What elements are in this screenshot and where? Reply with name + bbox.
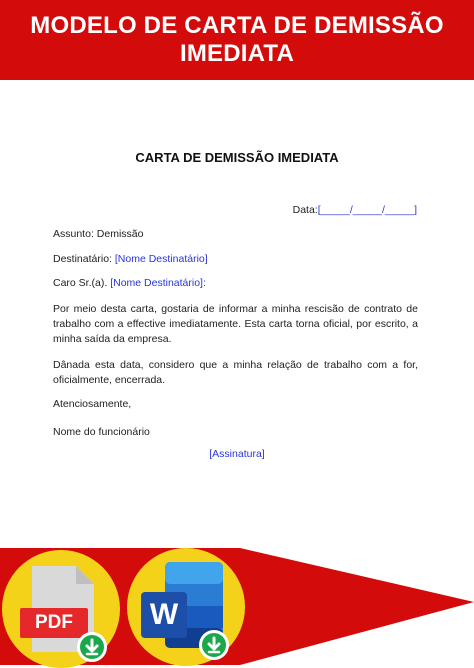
greeting-line — [53, 276, 418, 291]
banner-title-line-2: IMEDIATA — [179, 40, 295, 67]
date-line — [293, 204, 417, 216]
download-footer — [0, 540, 474, 665]
download-arrow-icon — [199, 630, 229, 660]
subject-line: Assunto: Demissão — [53, 228, 144, 240]
word-label: W — [141, 592, 187, 638]
paragraph-2: Dânada esta data, considero que a minha relação de trabalho com a for, oficialmente, encerrada. — [53, 359, 418, 386]
pdf-download-button[interactable] — [2, 550, 120, 668]
date-placeholder: [_____/_____/_____] — [317, 204, 417, 216]
employee-name: Nome do funcionário — [53, 426, 150, 438]
paragraph-1: Por meio desta carta, gostaria de informar a minha rescisão de contrato de trabalho com a effective imediatamente. Esta carta torna oficial, por escrito, a minha saída da empresa. — [53, 303, 418, 345]
date-label: Data: — [292, 204, 318, 216]
letter-document — [0, 80, 474, 540]
recipient-placeholder: [Nome Destinatário] — [114, 253, 208, 265]
page-banner — [0, 0, 474, 80]
signature-placeholder: [Assinatura] — [209, 448, 265, 460]
greeting-placeholder: [Nome Destinatário]: — [110, 277, 206, 289]
recipient-label: Destinatário: — [53, 253, 112, 265]
banner-title-line-1: MODELO DE CARTA DE DEMISSÃO — [30, 12, 444, 39]
letter-title: CARTA DE DEMISSÃO IMEDIATA — [135, 150, 339, 165]
download-arrow-icon — [77, 632, 107, 662]
pdf-label: PDF — [20, 608, 88, 638]
closing-line: Atenciosamente, — [53, 398, 132, 410]
recipient-line — [53, 252, 418, 267]
greeting-label: Caro Sr.(a). — [53, 277, 108, 289]
word-download-button[interactable] — [127, 548, 245, 666]
